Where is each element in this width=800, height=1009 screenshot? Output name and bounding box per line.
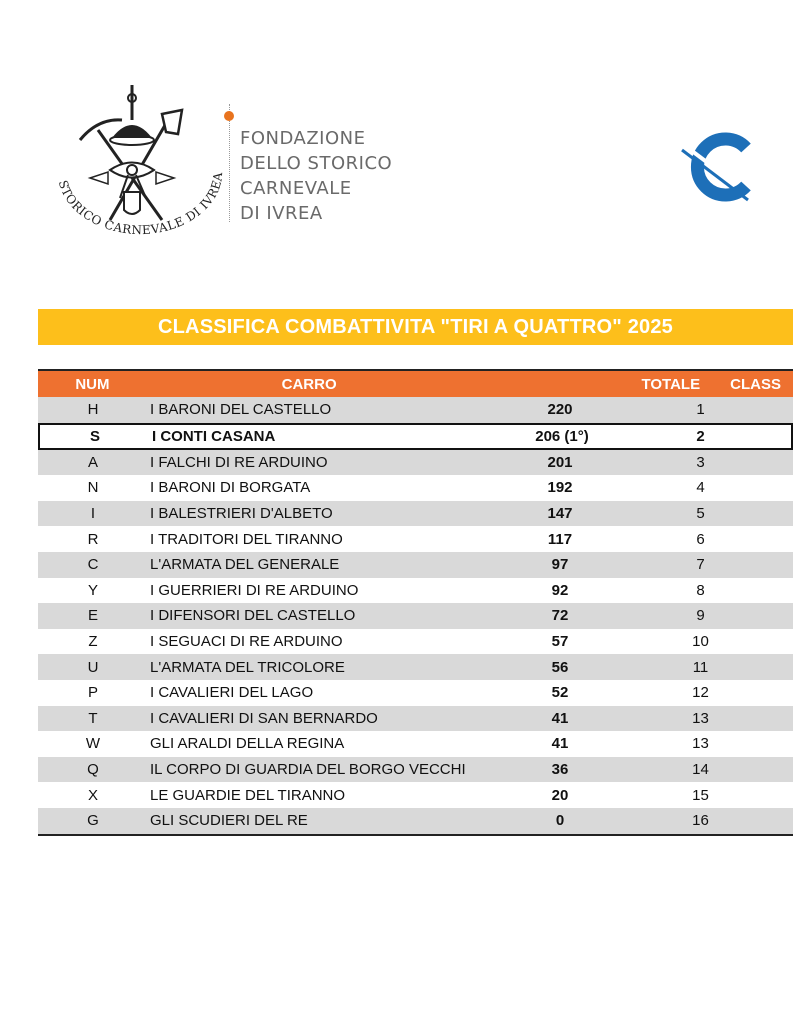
cell-class: 8 xyxy=(696,581,705,599)
cell-totale: 20 xyxy=(551,786,569,804)
cell-carro: I BARONI DEL CASTELLO xyxy=(150,401,332,419)
cell-num: Q xyxy=(87,761,99,779)
cell-num: W xyxy=(85,735,101,753)
cell-class: 4 xyxy=(696,479,705,497)
cell-carro: I DIFENSORI DEL CASTELLO xyxy=(150,607,356,625)
cell-class: 14 xyxy=(692,761,709,779)
foundation-line: DELLO STORICO xyxy=(240,153,393,174)
ranking-table xyxy=(38,369,793,836)
c-brand-logo xyxy=(678,128,758,208)
foundation-line: DI IVREA xyxy=(240,203,323,224)
cell-carro: I FALCHI DI RE ARDUINO xyxy=(150,453,328,471)
cell-carro: I TRADITORI DEL TIRANNO xyxy=(150,530,343,548)
table-row xyxy=(38,629,793,655)
cell-class: 6 xyxy=(696,530,705,548)
cell-num: Z xyxy=(88,633,98,651)
cell-class: 9 xyxy=(696,607,705,625)
cell-num: S xyxy=(89,427,100,445)
cell-carro: I GUERRIERI DI RE ARDUINO xyxy=(150,581,359,599)
cell-totale: 192 xyxy=(547,479,573,497)
cell-totale: 97 xyxy=(551,556,569,574)
table-row xyxy=(38,526,793,552)
cell-carro: LE GUARDIE DEL TIRANNO xyxy=(150,786,346,804)
foundation-line: FONDAZIONE xyxy=(240,128,366,149)
col-header-totale: TOTALE xyxy=(641,375,701,393)
ranking-title: CLASSIFICA COMBATTIVITA "TIRI A QUATTRO" 2025 xyxy=(38,309,793,345)
cell-class: 15 xyxy=(692,786,709,804)
cell-class: 1 xyxy=(696,401,705,419)
cell-carro: IL CORPO DI GUARDIA DEL BORGO VECCHI xyxy=(150,761,466,779)
table-row xyxy=(38,603,793,629)
cell-num: U xyxy=(87,658,99,676)
table-row xyxy=(38,808,793,834)
table-row xyxy=(38,552,793,578)
table-row xyxy=(38,782,793,808)
table-row xyxy=(38,501,793,527)
table-header xyxy=(38,369,793,397)
cell-carro: L'ARMATA DEL TRICOLORE xyxy=(150,658,345,676)
cell-totale: 206 (1°) xyxy=(535,427,589,445)
cell-num: G xyxy=(87,812,99,830)
table-row xyxy=(38,731,793,757)
cell-carro: I BARONI DI BORGATA xyxy=(150,479,311,497)
cell-carro: I SEGUACI DI RE ARDUINO xyxy=(150,633,343,651)
cell-num: X xyxy=(87,786,98,804)
cell-class: 16 xyxy=(692,812,709,830)
table-row xyxy=(38,475,793,501)
cell-class: 12 xyxy=(692,684,709,702)
cell-totale: 57 xyxy=(551,633,569,651)
table-body xyxy=(38,397,793,834)
cell-class: 7 xyxy=(696,556,705,574)
cell-num: I xyxy=(90,505,96,523)
cell-num: H xyxy=(87,401,99,419)
divider-line xyxy=(229,104,230,222)
cell-totale: 52 xyxy=(551,684,569,702)
col-header-class: CLASS xyxy=(730,375,781,393)
table-row xyxy=(38,654,793,680)
cell-carro: I CAVALIERI DEL LAGO xyxy=(150,684,314,702)
storico-carnevale-seal-logo xyxy=(50,80,230,250)
table-row xyxy=(38,706,793,732)
cell-totale: 117 xyxy=(547,530,573,548)
cell-carro: GLI SCUDIERI DEL RE xyxy=(150,812,308,830)
cell-totale: 41 xyxy=(551,709,569,727)
cell-num: P xyxy=(87,684,98,702)
table-row xyxy=(38,578,793,604)
table-row xyxy=(38,397,793,423)
cell-totale: 56 xyxy=(551,658,569,676)
cell-totale: 201 xyxy=(547,453,573,471)
cell-carro: I CONTI CASANA xyxy=(152,427,276,445)
accent-dot xyxy=(224,111,234,121)
table-row xyxy=(38,757,793,783)
cell-carro: I CAVALIERI DI SAN BERNARDO xyxy=(150,709,378,727)
col-header-num: NUM xyxy=(75,375,110,393)
cell-num: R xyxy=(87,530,99,548)
foundation-name xyxy=(240,126,392,226)
cell-class: 5 xyxy=(696,505,705,523)
cell-num: E xyxy=(87,607,98,625)
cell-class: 13 xyxy=(692,735,709,753)
cell-num: N xyxy=(87,479,99,497)
cell-num: C xyxy=(87,556,99,574)
cell-carro: L'ARMATA DEL GENERALE xyxy=(150,556,340,574)
cell-num: T xyxy=(88,709,98,727)
cell-class: 3 xyxy=(696,453,705,471)
cell-num: Y xyxy=(87,581,98,599)
cell-class: 11 xyxy=(692,658,709,676)
table-row xyxy=(38,680,793,706)
cell-totale: 36 xyxy=(551,761,569,779)
cell-totale: 0 xyxy=(555,812,565,830)
cell-totale: 72 xyxy=(551,607,569,625)
cell-totale: 92 xyxy=(551,581,569,599)
cell-totale: 41 xyxy=(551,735,569,753)
cell-class: 2 xyxy=(696,427,705,445)
table-bottom-border xyxy=(38,834,793,836)
table-row xyxy=(38,423,793,450)
cell-class: 13 xyxy=(692,709,709,727)
cell-num: A xyxy=(87,453,98,471)
cell-class: 10 xyxy=(692,633,709,651)
cell-totale: 147 xyxy=(547,505,573,523)
table-row xyxy=(38,450,793,476)
cell-carro: I BALESTRIERI D'ALBETO xyxy=(150,505,333,523)
col-header-carro: CARRO xyxy=(281,375,337,393)
svg-text:STORICO CARNEVALE DI IVREA: STORICO CARNEVALE DI IVREA xyxy=(55,171,226,238)
cell-carro: GLI ARALDI DELLA REGINA xyxy=(150,735,345,753)
foundation-line: CARNEVALE xyxy=(240,178,352,199)
cell-totale: 220 xyxy=(547,401,573,419)
